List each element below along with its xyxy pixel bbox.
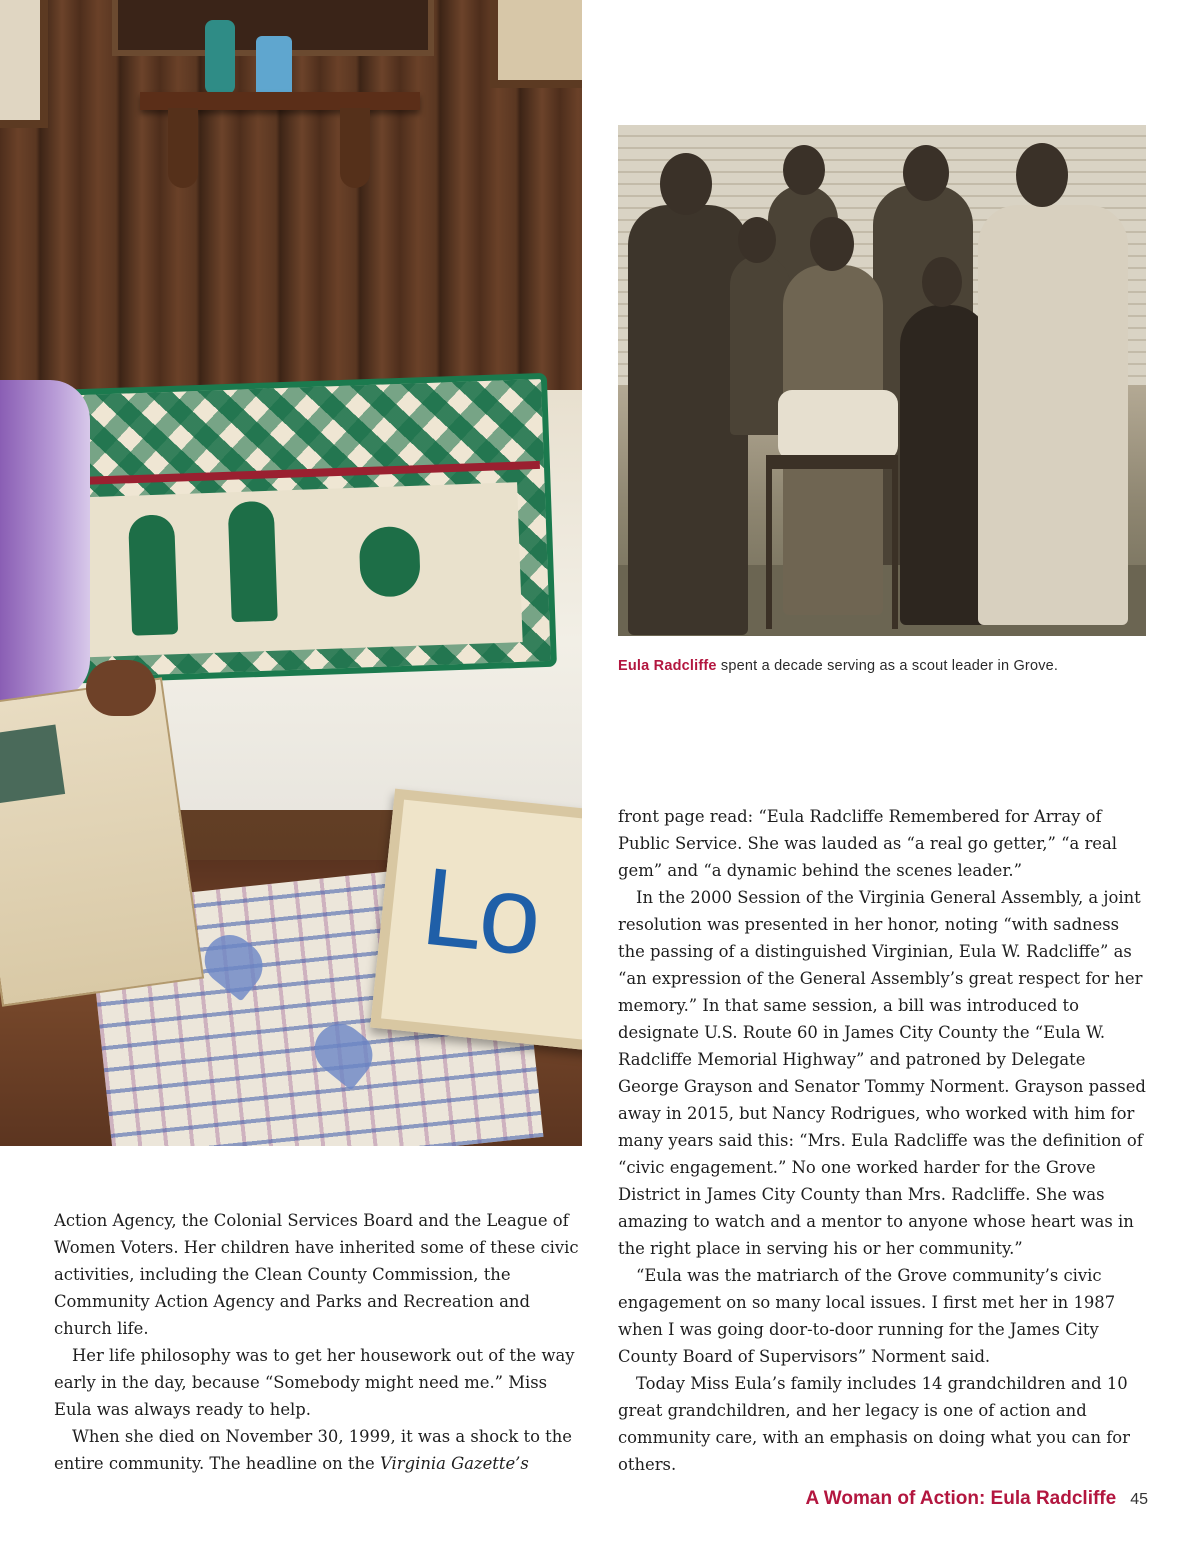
face: [922, 257, 962, 307]
caption-text: spent a decade serving as a scout leader in Grove.: [716, 658, 1059, 674]
newspaper-photo: [0, 725, 65, 805]
scout-group-photo: [618, 125, 1146, 636]
tree-figure: [359, 526, 421, 598]
face: [660, 153, 712, 215]
photo-caption: [618, 658, 1146, 674]
page-footer: [806, 1488, 1149, 1510]
paragraph: front page read: “Eula Radcliffe Remembered for Array of Public Service. She was lauded as “a real go getter,” “a real gem” and “a dynamic behind the scenes leader.”: [618, 807, 1117, 880]
paragraph: In the 2000 Session of the Virginia General Assembly, a joint resolution was presented in her honor, noting “with sadness the passing of a distinguished Virginian, Eula W. Radcliffe” as “an expression of the General Assembly’s great respect for her memory.” In that same session, a bill was introduced to designate U.S. Route 60 in James City County the “Eula W. Radcliffe Memorial Highway” and patroned by Delegate George Grayson and Senator Tommy Norment. Grayson passed away in 2015, but Nancy Rodrigues, who worked with him for many years said this: “Mrs. Eula Radcliffe was the definition of “civic engagement.” No one worked harder for the Grove District in James City County than Mrs. Radcliffe. She was amazing to watch and a mentor to anyone whose heart was in the right place in serving his or her community.”: [618, 888, 1146, 1258]
award-plaque: [778, 390, 898, 460]
paragraph: Her life philosophy was to get her housework out of the way early in the day, because “Somebody might need me.” Miss Eula was always ready to help.: [54, 1346, 575, 1419]
paragraph: [54, 1423, 584, 1477]
face: [1016, 143, 1068, 207]
page-number: 45: [1130, 1491, 1148, 1508]
love-card: [370, 789, 582, 1052]
heart-icon: [195, 925, 273, 1002]
shelf-bracket: [340, 108, 370, 188]
golfer-figure: [128, 514, 178, 636]
wooden-stool: [766, 455, 898, 629]
figurine: [205, 20, 235, 94]
running-title: A Woman of Action: Eula Radcliffe: [805, 1488, 1117, 1509]
newspaper-title: Virginia Gazette’s: [379, 1454, 529, 1473]
water-bottle: [256, 36, 292, 96]
person-arm: [0, 380, 90, 700]
picture-frame: [490, 0, 582, 88]
paragraph: Today Miss Eula’s family includes 14 grandchildren and 10 great grandchildren, and her legacy is one of action and community care, with an emphasis on doing what you can for others.: [618, 1374, 1130, 1474]
living-room-photo: [0, 0, 582, 1146]
picture-frame: [0, 0, 48, 128]
person-hand: [86, 660, 156, 716]
face: [903, 145, 949, 201]
cub-scout-figure: [900, 305, 990, 625]
man-figure: [978, 205, 1128, 625]
paragraph: “Eula was the matriarch of the Grove community’s civic engagement on so many local issues. I first met her in 1987 when I was going door-to-door running for the James City County Board of Supervisors” Norment said.: [618, 1266, 1116, 1366]
shelf-bracket: [168, 108, 198, 188]
face: [810, 217, 854, 271]
face: [783, 145, 825, 195]
left-column: [54, 1207, 584, 1477]
face: [738, 217, 776, 263]
paragraph: Action Agency, the Colonial Services Board and the League of Women Voters. Her children have inherited some of these civic activities, including the Clean County Commission, the Community Action Agency and Parks and Recreation and church life.: [54, 1211, 579, 1338]
right-column: [618, 803, 1148, 1478]
card-text: Lo: [416, 844, 544, 979]
golfer-figure: [228, 501, 278, 623]
pillow-golf-scene: [67, 482, 522, 658]
caption-name: Eula Radcliffe: [618, 658, 717, 674]
paragraph-text: When she died on November 30, 1999, it was a shock to the entire community. The headline on the: [54, 1427, 572, 1473]
